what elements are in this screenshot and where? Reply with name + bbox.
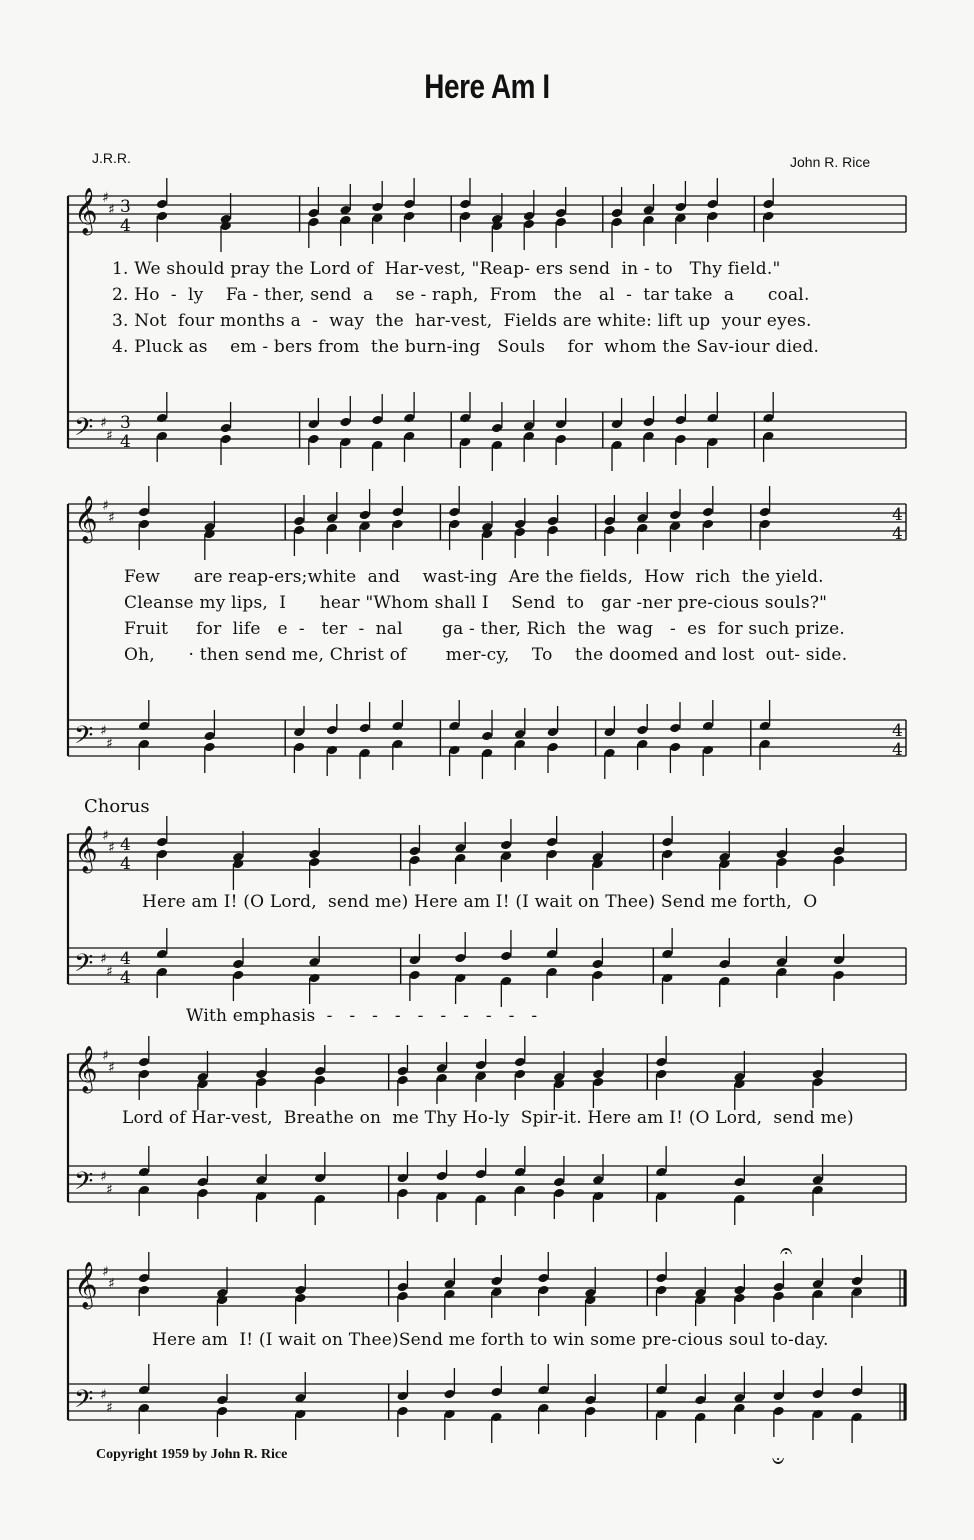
treble-clef: 𝄞 <box>74 496 98 542</box>
time-signature: 4 <box>120 432 131 452</box>
key-sharp: ♯ <box>100 951 107 967</box>
verse-2-line-b: Cleanse my lips, I hear "Whom shall I Send to gar -ner pre-cious souls?" <box>124 593 828 613</box>
bass-clef: 𝄢 <box>74 949 94 984</box>
copyright-notice: Copyright 1959 by John R. Rice <box>96 1447 288 1462</box>
treble-clef: 𝄞 <box>74 826 98 872</box>
chorus-line-1: Here am I! (O Lord, send me) Here am I! (I wait on Thee) Send me forth, O <box>142 892 818 912</box>
treble-clef: 𝄞 <box>74 188 98 234</box>
key-sharp: ♯ <box>108 202 115 218</box>
treble-clef: 𝄞 <box>74 1046 98 1092</box>
key-sharp: ♯ <box>108 510 115 526</box>
chorus-label: Chorus <box>84 796 150 817</box>
key-sharp: ♯ <box>102 1048 109 1064</box>
key-sharp: ♯ <box>108 1276 115 1292</box>
key-sharp: ♯ <box>100 415 107 431</box>
verse-3-line-b: Fruit for life e - ter - nal ga - ther, Rich the wag - es for such prize. <box>124 619 846 639</box>
key-sharp: ♯ <box>106 428 113 444</box>
bass-clef: 𝄢 <box>74 413 94 448</box>
key-sharp: ♯ <box>106 964 113 980</box>
key-sharp: ♯ <box>102 828 109 844</box>
fermata-mark: 𝄐 <box>780 1239 793 1264</box>
expression-mark: With emphasis - - - - - - - - - - <box>186 1006 538 1026</box>
words-credit: J.R.R. <box>92 150 131 166</box>
time-signature: 4 <box>120 854 131 874</box>
key-sharp: ♯ <box>106 1182 113 1198</box>
key-sharp: ♯ <box>102 498 109 514</box>
key-sharp: ♯ <box>100 1387 107 1403</box>
music-credit: John R. Rice <box>790 154 871 170</box>
key-sharp: ♯ <box>102 190 109 206</box>
chorus-line-2: Lord of Har-vest, Breathe on me Thy Ho-ly Spir-it. Here am I! (O Lord, send me) <box>122 1108 854 1128</box>
verse-3-line-a: 3. Not four months a - way the har-vest, Fields are white: lift up your eyes. <box>112 311 812 331</box>
bass-clef: 𝄢 <box>74 1167 94 1202</box>
bass-clef: 𝄢 <box>74 1385 94 1420</box>
key-sharp: ♯ <box>106 736 113 752</box>
key-sharp: ♯ <box>100 1169 107 1185</box>
chorus-line-3: Here am I! (I wait on Thee)Send me forth to win some pre-cious soul to-day. <box>152 1330 829 1350</box>
verse-4-line-a: 4. Pluck as em - bers from the burn-ing Souls for whom the Sav-iour died. <box>112 337 820 357</box>
time-signature: 4 <box>892 740 903 760</box>
key-sharp: ♯ <box>100 723 107 739</box>
time-signature: 4 <box>120 968 131 988</box>
treble-clef: 𝄞 <box>74 1262 98 1308</box>
key-sharp: ♯ <box>102 1264 109 1280</box>
time-signature: 4 <box>892 505 903 525</box>
key-sharp: ♯ <box>108 840 115 856</box>
time-signature: 4 <box>120 949 131 969</box>
time-signature: 3 <box>120 197 131 217</box>
fermata-mark: 𝄑 <box>772 1449 785 1474</box>
verse-1-line-b: Few are reap-ers;white and wast-ing Are the fields, How rich the yield. <box>124 567 824 587</box>
time-signature: 4 <box>120 835 131 855</box>
key-sharp: ♯ <box>108 1060 115 1076</box>
verse-4-line-b: Oh, · then send me, Christ of mer-cy, To the doomed and lost out- side. <box>124 645 848 665</box>
verse-2-line-a: 2. Ho - ly Fa - ther, send a se - raph, From the al - tar take a coal. <box>112 285 810 305</box>
time-signature: 4 <box>892 721 903 741</box>
bass-clef: 𝄢 <box>74 721 94 756</box>
verse-1-line-a: 1. We should pray the Lord of Har-vest, "Reap- ers send in - to Thy field." <box>112 259 781 279</box>
time-signature: 3 <box>120 413 131 433</box>
time-signature: 4 <box>120 216 131 236</box>
time-signature: 4 <box>892 524 903 544</box>
key-sharp: ♯ <box>106 1400 113 1416</box>
hymn-title: Here Am I <box>424 68 550 106</box>
